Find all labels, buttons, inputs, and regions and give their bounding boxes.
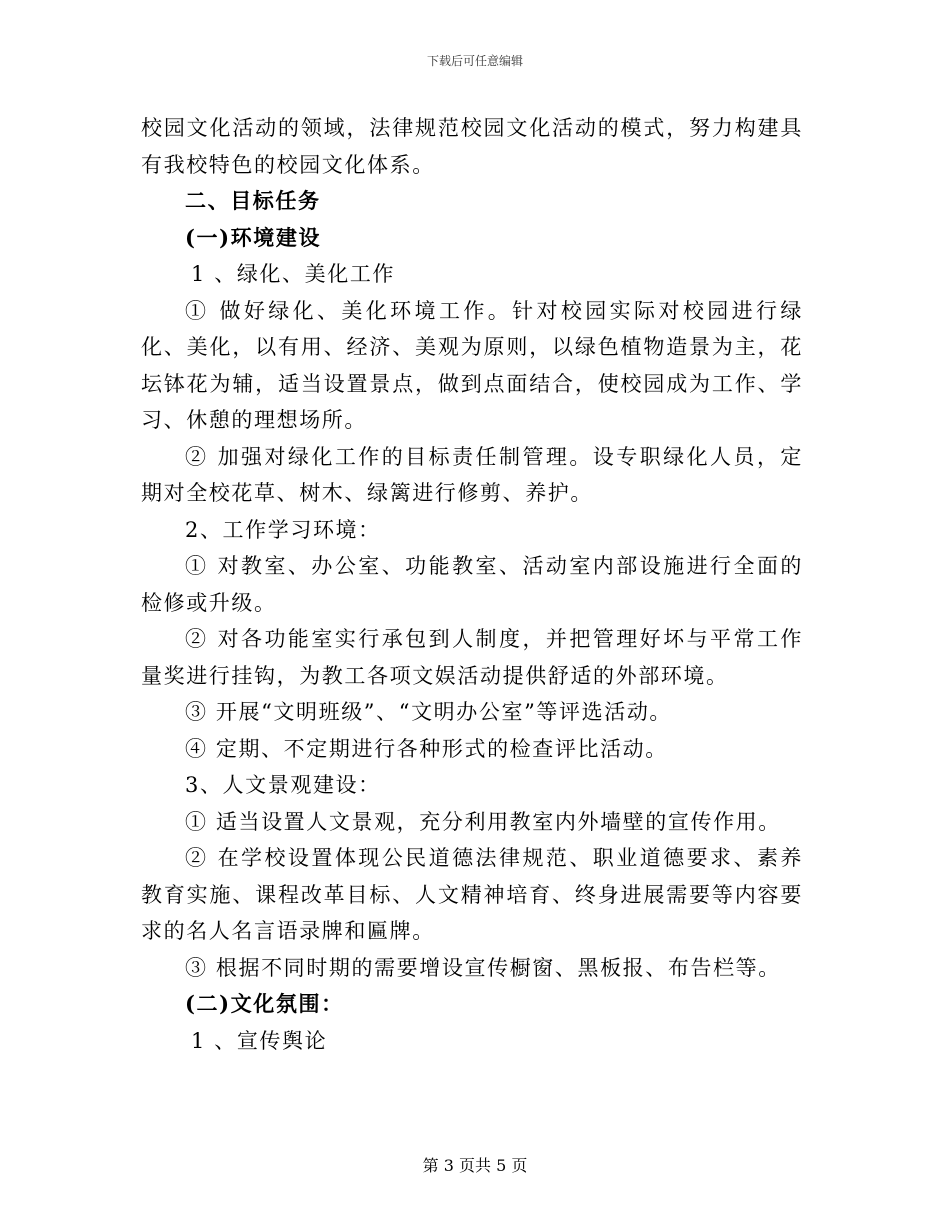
item-humanities-1: ① 适当设置人文景观，充分利用教室内外墙壁的宣传作用。 [185, 809, 781, 834]
item-work-environment: 2、工作学习环境： [185, 517, 381, 542]
item-work-4: ④ 定期、不定期进行各种形式的检查评比活动。 [185, 736, 668, 761]
heading-goals: 二、目标任务 [185, 188, 321, 213]
item-humanities: 3、人文景观建设： [185, 773, 381, 797]
item-work-1: ① 对教室、办公室、功能教室、活动室内部设施进行全面的检修或升级。 [141, 554, 803, 615]
item-greening-1: ① 做好绿化、美化环境工作。针对校园实际对校园进行绿化、美化，以有用、经济、美观为原则，以绿色植物造景为主，花坛钵花为辅，适当设置景点，做到点面结合，使校园成为工作、学习、休憩的理想场所。 [141, 298, 803, 432]
item-work-2: ② 对各功能室实行承包到人制度，并把管理好坏与平常工作量奖进行挂钩，为教工各项文娱活动提供舒适的外部环境。 [141, 627, 803, 688]
item-humanities-3: ③ 根据不同时期的需要增设宣传橱窗、黑板报、布告栏等。 [185, 955, 781, 980]
item-greening: 1 、绿化、美化工作 [191, 262, 396, 286]
paragraph-intro: 校园文化活动的领域，法律规范校园文化活动的模式，努力构建具有我校特色的校园文化体系。 [141, 116, 803, 177]
item-publicity: 1 、宣传舆论 [191, 1028, 328, 1053]
item-work-3: ③ 开展“文明班级”、“文明办公室”等评选活动。 [185, 700, 673, 724]
item-humanities-2: ② 在学校设置体现公民道德法律规范、职业道德要求、素养教育实施、课程改革目标、人文精神培育、终身进展需要等内容要求的名人名言语录牌和匾牌。 [141, 846, 803, 943]
heading-culture: (二)文化氛围： [185, 991, 344, 1016]
document-body [141, 110, 803, 1059]
page-footer: 第 3 页共 5 页 [422, 1156, 528, 1175]
page-header: 下载后可任意编辑 [426, 54, 523, 68]
heading-environment: (一)环境建设 [185, 224, 322, 250]
item-greening-2: ② 加强对绿化工作的目标责任制管理。设专职绿化人员，定期对全校花草、树木、绿篱进行修剪、养护。 [141, 444, 803, 505]
